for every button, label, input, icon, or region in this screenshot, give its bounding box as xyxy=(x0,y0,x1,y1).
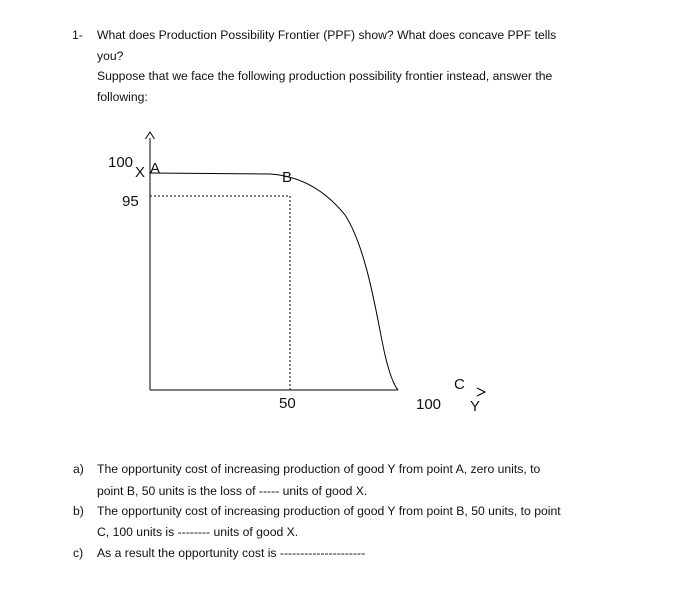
question-line-4: following: xyxy=(97,90,148,104)
ppf-curve xyxy=(150,173,398,390)
part-a-line-2: point B, 50 units is the loss of ----- units of good X. xyxy=(97,484,368,498)
question-line-3: Suppose that we face the following production possibility frontier instead, answer the xyxy=(97,69,553,83)
part-b-line-1: The opportunity cost of increasing production of good Y from point B, 50 units, to point xyxy=(97,504,561,518)
part-a-label: a) xyxy=(73,462,84,476)
label-point-a: A xyxy=(150,160,161,177)
x-axis-arrowhead xyxy=(477,388,485,396)
part-b-line-2: C, 100 units is -------- units of good X. xyxy=(97,525,299,539)
part-c-line-1: As a result the opportunity cost is --------------------- xyxy=(97,546,366,560)
y-axis-arrowhead xyxy=(146,132,155,139)
part-b-label: b) xyxy=(73,504,84,518)
label-x-50: 50 xyxy=(279,395,296,412)
part-a-line-1: The opportunity cost of increasing production of good Y from point A, zero units, to xyxy=(97,462,541,476)
label-y-95: 95 xyxy=(122,193,139,210)
label-point-b: B xyxy=(282,169,293,186)
label-x-100: 100 xyxy=(416,396,442,413)
question-line-2: you? xyxy=(97,49,124,63)
question-number: 1- xyxy=(72,28,83,42)
label-y-100: 100 xyxy=(108,154,134,171)
label-y-axis-x: X xyxy=(135,164,146,181)
question-line-1: What does Production Possibility Frontier (PPF) show? What does concave PPF tells xyxy=(97,28,557,42)
label-x-axis-y: Y xyxy=(470,398,481,415)
label-point-c: C xyxy=(454,376,465,393)
part-c-label: c) xyxy=(73,546,84,560)
